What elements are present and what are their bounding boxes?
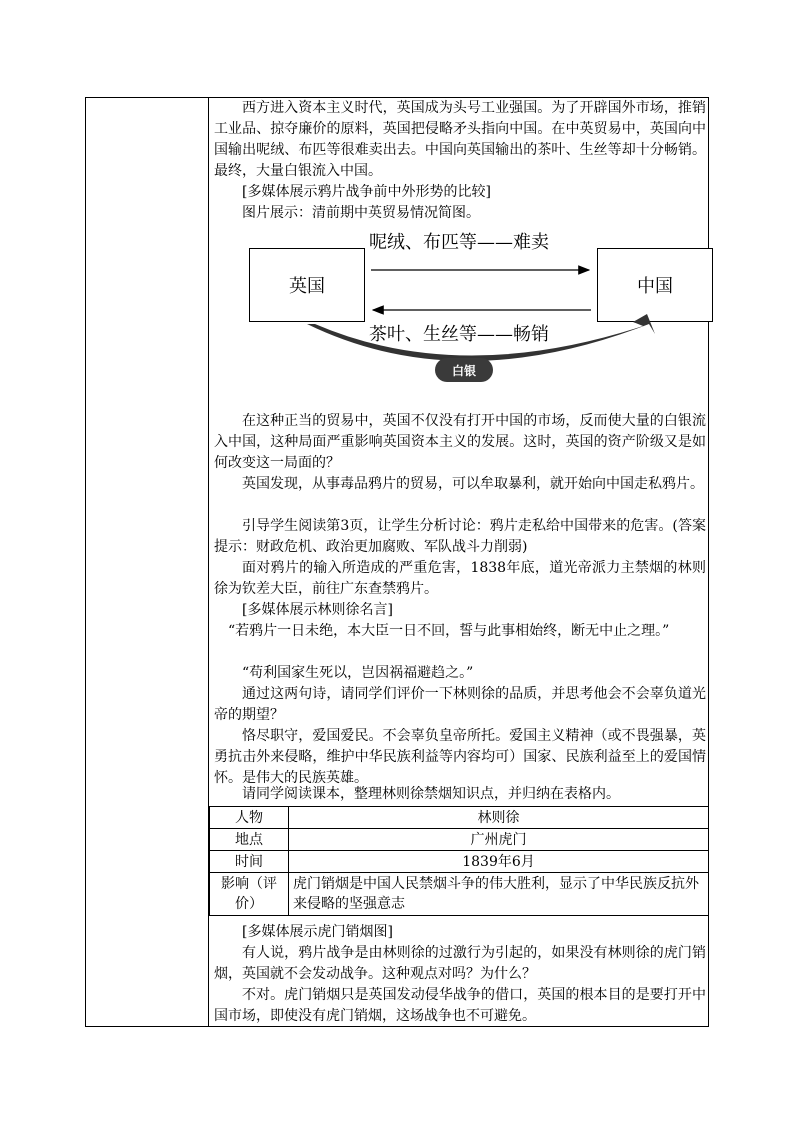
paragraph-opium: 英国发现，从事毒品鸦片的贸易，可以牟取暴利，就开始向中国走私鸦片。 [242, 476, 704, 492]
paragraph-debate: 有人说，鸦片战争是由林则徐的过激行为引起的，如果没有林则徐的虎门销烟，英国就不会发动战争。这种观点对吗？为什么？ [214, 945, 706, 982]
export-label: 呢绒、布匹等——难卖 [369, 232, 549, 253]
table-cell: 广州虎门 [289, 829, 709, 851]
table-row [210, 829, 709, 851]
paragraph-trade: 在这种正当的贸易中，英国不仅没有打开中国的市场，反而使大量的白银流入中国，这种局面严重影响英国资本主义的发展。这时，英国的资产阶级又是如何改变这一局面的？ [214, 413, 706, 471]
paragraph-intro: 西方进入资本主义时代，英国成为头号工业强国。为了开辟国外市场，推销工业品、掠夺廉价的原料，英国把侵略矛头指向中国。在中英贸易中，英国向中国输出呢绒、布匹等很难卖出去。中国向英国输出的茶叶、生丝等却十分畅销。最终，大量白银流入中国。 [214, 100, 706, 179]
lesson-table [85, 97, 709, 1027]
paragraph-image-show: 图片展示：清前期中英贸易情况简图。 [242, 205, 480, 221]
table-header: 影响（评价） [210, 873, 289, 916]
table-row [210, 807, 709, 829]
paragraph-question: 通过这两句诗，请同学们评价一下林则徐的品质，并思考他会不会辜负道光帝的期望？ [214, 686, 706, 723]
import-label: 茶叶、生丝等——畅销 [369, 324, 549, 345]
content-column [209, 98, 708, 1026]
britain-box: 英国 [249, 248, 365, 322]
table-cell: 1839年6月 [289, 851, 709, 873]
trade-diagram [249, 232, 673, 390]
table-header: 地点 [210, 829, 289, 851]
paragraph-media-compare: [多媒体展示鸦片战争前中外形势的比较] [242, 184, 491, 200]
paragraph-conclusion: 不对。虎门销烟只是英国发动侵华战争的借口，英国的根本目的是要打开中国市场，即使没有虎门销烟，这场战争也不可避免。 [214, 987, 706, 1024]
paragraph-quote1: “若鸦片一日未绝，本大臣一日不回，誓与此事相始终，断无中止之理。” [228, 623, 670, 639]
left-column [86, 98, 209, 1026]
table-row [210, 851, 709, 873]
table-header: 时间 [210, 851, 289, 873]
paragraph-media-humen: [多媒体展示虎门销烟图] [242, 924, 393, 940]
table-header: 人物 [210, 807, 289, 829]
china-box: 中国 [597, 248, 713, 322]
table-cell: 林则徐 [289, 807, 709, 829]
paragraph-lin: 面对鸦片的输入所造成的严重危害，1838年底，道光帝派力主禁烟的林则徐为钦差大臣，前往广东查禁鸦片。 [214, 560, 706, 597]
knowledge-table [209, 806, 709, 916]
paragraph-guide: 引导学生阅读第3页，让学生分析讨论：鸦片走私给中国带来的危害。(答案提示：财政危机、政治更加腐败、军队战斗力削弱) [214, 518, 706, 555]
paragraph-quote2: “苟利国家生死以，岂因祸福避趋之。” [242, 665, 474, 681]
paragraph-answer: 恪尽职守，爱国爱民。不会辜负皇帝所托。爱国主义精神（或不畏强暴，英勇抗击外来侵略，维护中华民族利益等内容均可）国家、民族利益至上的爱国情怀。是伟大的民族英雄。 [214, 728, 706, 786]
paragraph-read: 请同学阅读课本，整理林则徐禁烟知识点，并归纳在表格内。 [242, 786, 620, 802]
table-row [210, 873, 709, 916]
table-cell: 虎门销烟是中国人民禁烟斗争的伟大胜利，显示了中华民族反抗外来侵略的坚强意志 [289, 873, 709, 916]
paragraph-media-quote: [多媒体展示林则徐名言] [242, 602, 393, 618]
silver-badge [435, 358, 493, 382]
silver-label: 白银 [451, 363, 476, 378]
